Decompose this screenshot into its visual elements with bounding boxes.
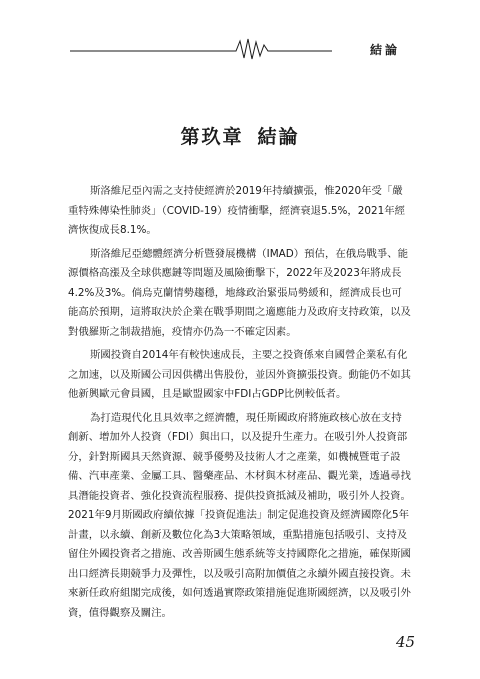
chapter-number: 第玖章: [180, 126, 244, 148]
running-header: [70, 36, 400, 62]
paragraph: 斯國投資自2014年有較快速成長，主要之投資係來自國營企業私有化之加速，以及斯國公司因供構出售股份，並因外資擴張投資。動能仍不如其他新興歐元會員國，且是歐盟國家中FDI占GDP比例較低者。: [68, 349, 411, 400]
section-label: 結論: [369, 43, 400, 57]
paragraph: 斯洛維尼亞內需之支持使經濟於2019年持續擴張，惟2020年受「嚴重特殊傳染性肺炎」（COVID-19）疫情衝擊，經濟衰退5.5%，2021年經濟恢復成長8.1%。: [68, 185, 406, 236]
heartbeat-rule-icon: [70, 36, 400, 62]
chapter-title: [0, 122, 480, 149]
paragraph: 為打造現代化且具效率之經濟體，現任斯國政府將施政核心放在支持創新、增加外人投資（FDI）與出口，以及提升生產力。在吸引外人投資部分，針對斯國具天然資源、競爭優勢及技術人才之產業，如機械暨電子設備、汽車產業、金屬工具、醫藥產品、木材與木材產品、觀光業，透過尋找具潛能投資者、強化投資流程服務、提供投資抵減及補助，吸引外人投資。2021年9月斯國政府續依據「投資促進法」制定促進投資及經濟國際化5年計畫，以永續、創新及數位化為3大策略領域，重點措施包括吸引、支持及留住外國投資者之措施、改善斯國生態系統等支持國際化之措施，確保斯國出口經濟長期競爭力及彈性，以及吸引高附加價值之永續外國直接投資。未來新任政府組閣完成後，如何透過實際政策措施促進斯國經濟，以及吸引外資，值得觀察及關注。: [68, 411, 411, 619]
body-text: [68, 182, 412, 627]
paragraph: 斯洛維尼亞總體經濟分析暨發展機構（IMAD）預估，在俄烏戰爭、能源價格高漲及全球供應鏈等問題及風險衝擊下，2022年及2023年將成長4.2%及3%。倘烏克蘭情勢趨穩，地緣政治緊張局勢緩和，經濟成長也可能高於預期，這將取決於企業在戰爭期間之適應能力及政府支持政策，以及對俄羅斯之制裁措施，疫情亦仍為一不確定因素。: [68, 247, 411, 338]
page-number: 45: [396, 633, 416, 651]
chapter-name: 結論: [257, 126, 300, 148]
